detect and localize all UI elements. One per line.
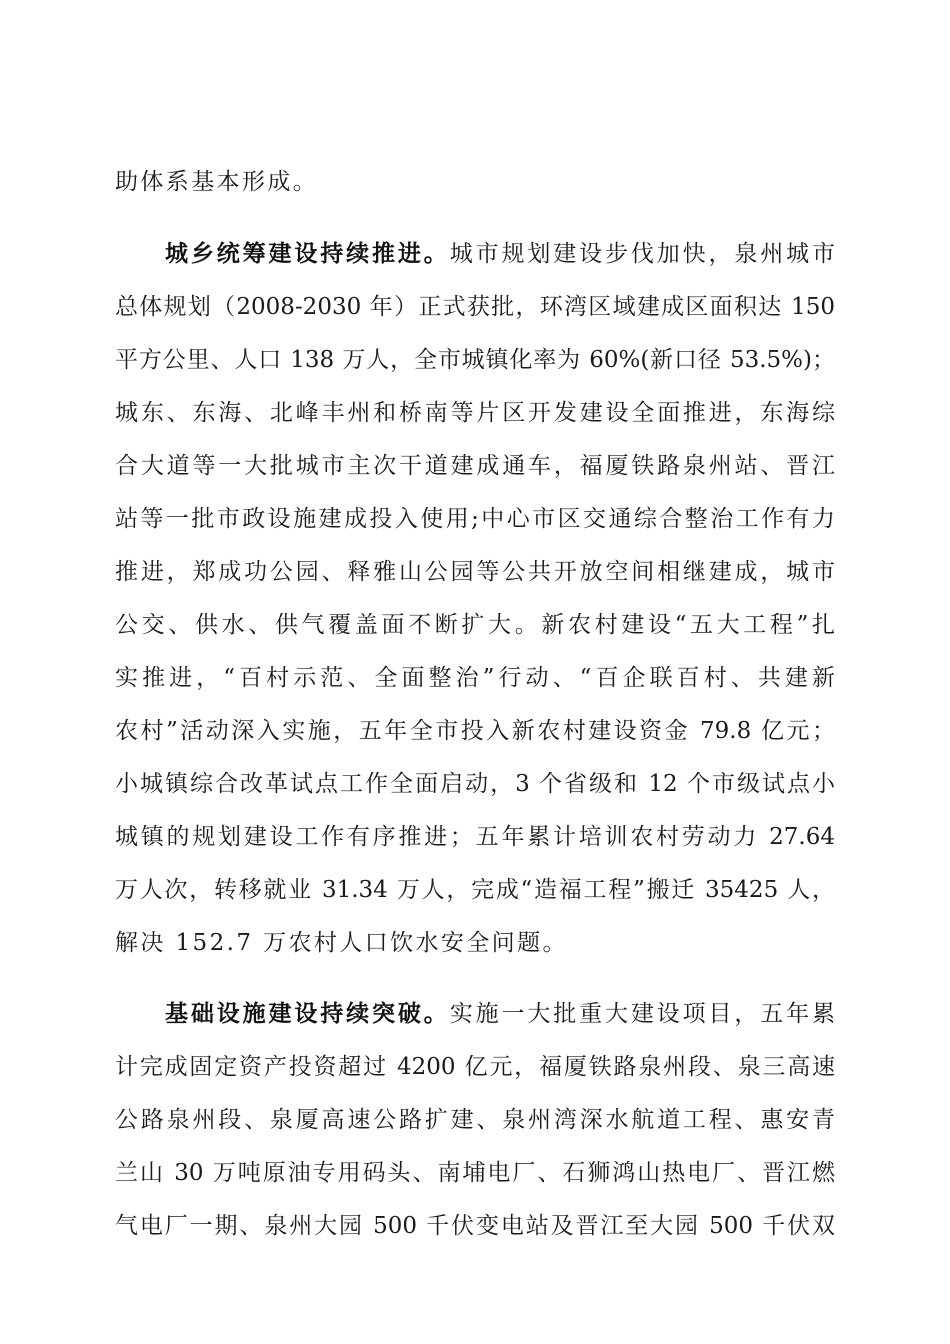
paragraph-line: 站等一批市政设施建成投入使用;中心市区交通综合整治工作有力 xyxy=(115,506,835,532)
paragraph-line: 推进，郑成功公园、释雅山公园等公共开放空间相继建成，城市 xyxy=(115,559,835,585)
section-lead-heading: 城乡统筹建设持续推进。 xyxy=(165,240,450,267)
paragraph-line: 平方公里、人口 138 万人，全市城镇化率为 60%(新口径 53.5%)； xyxy=(115,347,835,373)
paragraph-line: 计完成固定资产投资超过 4200 亿元，福厦铁路泉州段、泉三高速 xyxy=(115,1054,835,1080)
paragraph-line: 公交、供水、供气覆盖面不断扩大。新农村建设“五大工程”扎 xyxy=(115,612,835,638)
paragraph-line: 万人次，转移就业 31.34 万人，完成“造福工程”搬迁 35425 人， xyxy=(115,877,835,903)
paragraph-line: 实推进，“百村示范、全面整治”行动、“百企联百村、共建新 xyxy=(115,665,835,691)
paragraph-line: 兰山 30 万吨原油专用码头、南埔电厂、石狮鸿山热电厂、晋江燃 xyxy=(115,1160,835,1186)
paragraph-line: 农村”活动深入实施，五年全市投入新农村建设资金 79.8 亿元； xyxy=(115,718,835,744)
paragraph-line: 小城镇综合改革试点工作全面启动，3 个省级和 12 个市级试点小 xyxy=(115,771,835,797)
paragraph-line: 公路泉州段、泉厦高速公路扩建、泉州湾深水航道工程、惠安青 xyxy=(115,1107,835,1133)
paragraph-text: 实施一大批重大建设项目，五年累 xyxy=(449,1001,836,1027)
paragraph-line: 合大道等一大批城市主次干道建成通车，福厦铁路泉州站、晋江 xyxy=(115,453,835,479)
paragraph-line: 城东、东海、北峰丰州和桥南等片区开发建设全面推进，东海综 xyxy=(115,400,835,426)
paragraph-last-line: 解决 152.7 万农村人口饮水安全问题。 xyxy=(115,930,568,956)
paragraph-tail-line: 助体系基本形成。 xyxy=(115,169,319,195)
paragraph-line: 城镇的规划建设工作有序推进；五年累计培训农村劳动力 27.64 xyxy=(115,824,835,850)
paragraph-line: 总体规划（2008-2030 年）正式获批，环湾区域建成区面积达 150 xyxy=(115,294,835,320)
section-lead-heading: 基础设施建设持续突破。 xyxy=(165,1000,450,1027)
paragraph-first-line xyxy=(165,998,835,1030)
paragraph-text: 城市规划建设步伐加快，泉州城市 xyxy=(449,241,836,267)
paragraph-first-line xyxy=(165,238,835,270)
paragraph-line: 气电厂一期、泉州大园 500 千伏变电站及晋江至大园 500 千伏双 xyxy=(115,1213,835,1239)
